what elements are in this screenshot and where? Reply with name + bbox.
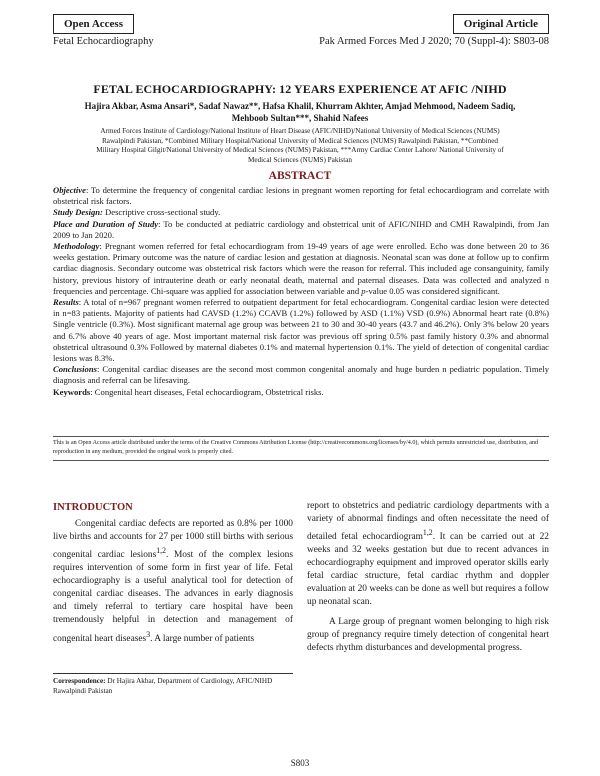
citation-superscript: 3 [146, 629, 151, 639]
author-line-2: Mehboob Sultan***, Shahid Nafees [231, 113, 369, 123]
affiliations [40, 127, 560, 165]
running-head-right: Pak Armed Forces Med J 2020; 70 (Suppl-4): S803-08 [319, 36, 549, 47]
abstract-methodology [53, 241, 549, 297]
license-rule-bottom [53, 460, 549, 461]
page-number: S803 [290, 758, 310, 768]
correspondence-text: Dr Hajira Akbar, Department of Cardiology, AFIC/NIHD Rawalpindi Pakistan [53, 677, 273, 695]
citation-superscript: 1,2 [156, 546, 167, 556]
abstract-place [53, 219, 549, 241]
abstract-conclusions [53, 364, 549, 386]
license-notice: This is an Open Access article distributed under the terms of the Creative Commons Attribution License (http://creativecommons.org/licenses/by/4.0), which permits unrestricted use, distribution, and reproduction in any medium, provided the original work is properly cited. [53, 440, 539, 455]
affiliation-line-4: Medical Sciences (NUMS) Pakistan [248, 155, 352, 164]
intro-column-left [53, 518, 293, 646]
article-type-tag: Original Article [453, 14, 549, 34]
intro-heading: INTRODUCTON [53, 502, 133, 513]
open-access-tag: Open Access [53, 14, 134, 34]
intro-paragraph-1: Congenital cardiac defects are reported as 0.8% per 1000 live births and accounts for 27 per 1000 still births with serious congenital cardiac lesions$^{1,2}$. Most of the complex lesions requires intervention of some form in first year of life. Fetal echocardiography is a useful analytical tool for detection of congenital cardiac diseases. The advances in early diagnosis and timely referral to tertiary care hospital have been tremendously helpful in detection and management of congenital heart diseases$^3$. A large number of patients [53, 519, 293, 644]
article-title: FETAL ECHOCARDIOGRAPHY: 12 YEARS EXPERIENCE AT AFIC /NIHD [93, 82, 507, 96]
place-label: Place and Duration of Study [53, 218, 159, 229]
running-head-left: Fetal Echocardiography [53, 36, 154, 47]
conclusions-label: Conclusions [53, 364, 97, 375]
abstract-heading: ABSTRACT [268, 170, 332, 182]
intro-column-right [307, 500, 549, 655]
place-text: : To be conducted at pediatric cardiology and obstetrical unit of AFIC/NIHD and CMH Rawalpindi, from Jan 2009 to Jan 2020. [53, 218, 549, 240]
abstract-objective [53, 185, 549, 207]
affiliation-line-1: Armed Forces Institute of Cardiology/National Institute of Heart Disease (AFIC/NIHD)/National University of Medical Sciences (NUMS) [100, 127, 500, 135]
correspondence-note [53, 676, 293, 696]
correspondence-rule [53, 673, 293, 674]
p-value-italic: p- [361, 285, 369, 296]
conclusions-text: : Congenital cardiac diseases are the second most common congenital anomaly and huge burden n pediatric population. Timely diagnosis and referral can be lifesaving. [53, 364, 549, 386]
intro-paragraph-2: report to obstetrics and pediatric cardiology departments with a variety of abnormal findings and often necessitate the need of detailed fetal echocardiogram$^{1,2}$. It can be carried out at 22 weeks and 32 weeks gestation but due to recent advances in echocardiography equipment and improved operator skills early fetal cardiac structure, fetal cardiac rhythm and doppler evaluation at 20 weeks can be done as well but requires a follow up neonatal scan. [307, 501, 549, 608]
objective-label: Objective [53, 185, 86, 195]
license-rule-top [53, 436, 549, 437]
results-text: : A total of n=967 pregnant women referred to outpatient department for fetal echocardiogram. Congenital cardiac lesion were detected in n=83 patients. Majority of patients had CAVSD (1.2%) CCAVB (1.2%) followed by ASD (1.1%) VSD (0.9%) Abnormal heart rate (0.8%) Single ventricle (0.3%). Most significant maternal age group was between 21 to 30 and 30-40 years (43.7 and 46.2%). Only 3% below 20 years and 6.7% above 40 years of age. Most important maternal risk factor was previous off spring 0.5% past family history 0.3% and abnormal obstetrical ultrasound 0.3% Followed by maternal diabetes 0.1% and maternal hypertension 0.1%. The yield of detection of congenital cardiac lesions was 8.3%. [53, 297, 549, 364]
affiliation-line-2: Rawalpindi Pakistan, *Combined Military Hospital/National University of Medical Sciences (NUMS) Rawalpindi Pakistan, **Combined [101, 136, 499, 145]
results-label: Results [53, 297, 79, 308]
design-label: Study Design: [53, 207, 103, 218]
design-text: Descriptive cross-sectional study. [102, 207, 221, 218]
methodology-text-end: value 0.05 was considered significant. [368, 285, 500, 296]
intro-paragraph-3: A Large group of pregnant women belonging to high risk group of pregnancy require timely detection of congenital heart defects rhythm disturbances and developmental progress. [307, 616, 549, 653]
objective-text: : To determine the frequency of congenital cardiac lesions in pregnant women reporting for fetal echocardiogram and correlate with obstetrical risk factors. [53, 185, 549, 207]
methodology-text: : Pregnant women referred for fetal echocardiogram from 19-49 years of age were enrolled. Echo was done between 20 to 36 weeks gestation. Primary outcome was the nature of cardiac lesion and gestation at diagnosis. Neonatal scan was done at follow up to confirm cardiac diagnosis. Secondary outcome was obstetrical risk factors which were the reason for referral. This included age consanguinity, family history, previous history of intrauterine death or early neonatal death, maternal and paternal diseases. Data was collected and analyzed n frequencies and percentage. Chi-square was applied for association between variable and [53, 241, 549, 296]
methodology-label: Methodology [53, 241, 100, 252]
affiliation-line-3: Military Hospital Gilgit/National University of Medical Sciences (NUMS) Pakistan, ***Army Cardiac Center Lahore/ National University of [96, 146, 504, 155]
citation-superscript: 1,2 [422, 528, 433, 538]
abstract-results [53, 297, 549, 364]
keywords-label: Keywords [53, 386, 91, 397]
keywords-text: : Congenital heart diseases, Fetal echocardiogram, Obstetrical risks. [90, 386, 324, 397]
abstract-keywords [53, 387, 549, 398]
abstract-body [53, 185, 549, 398]
abstract-design [53, 207, 549, 218]
author-line-1: Hajira Akbar, Asma Ansari*, Sadaf Nawaz**, Hafsa Khalil, Khurram Akhter, Amjad Mehmood, Nadeem Sadiq, [84, 101, 516, 111]
author-list [40, 100, 560, 124]
correspondence-label: Correspondence: [53, 677, 106, 685]
